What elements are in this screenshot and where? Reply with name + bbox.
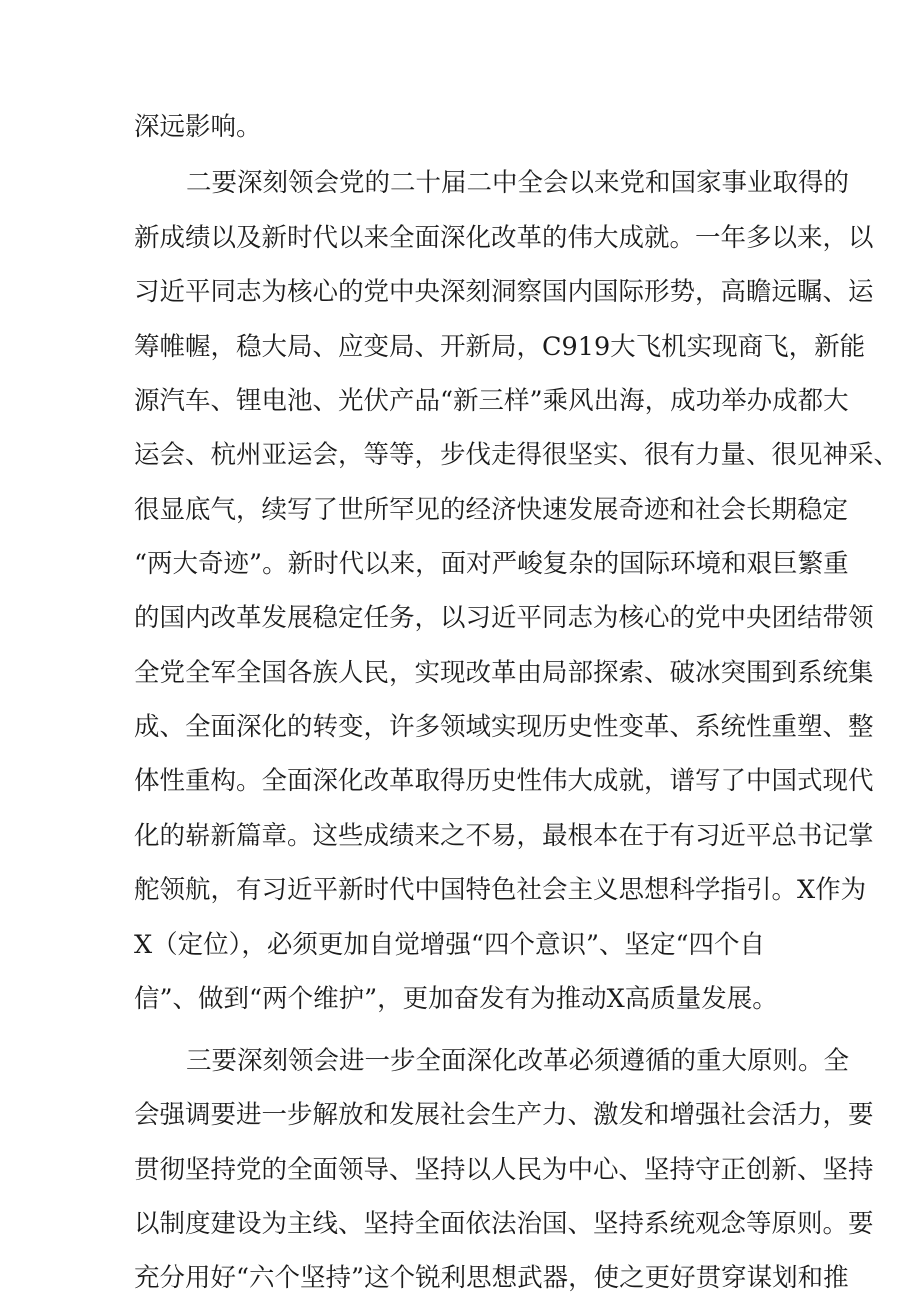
text-line-22: 充分用好“六个坚持”这个锐利思想武器，使之更好贯穿谋划和推 (134, 1263, 849, 1293)
text-line-14: 化的崭新篇章。这些成绩来之不易，最根本在于有习近平总书记掌 (134, 821, 874, 851)
text-line-18: 三要深刻领会进一步全面深化改革必须遵循的重大原则。全 (186, 1046, 850, 1076)
text-line-4: 习近平同志为核心的党中央深刻洞察国内国际形势，高瞻远瞩、运 (134, 277, 874, 307)
text-line-11: 全党全军全国各族人民，实现改革由局部探索、破冰突围到系统集 (134, 658, 874, 688)
text-line-5: 筹帷幄，稳大局、应变局、开新局，C919大飞机实现商飞，新能 (134, 332, 866, 362)
text-line-6: 源汽车、锂电池、光伏产品“新三样”乘风出海，成功举办成都大 (134, 386, 849, 416)
text-line-10: 的国内改革发展稳定任务，以习近平同志为核心的党中央团结带领 (134, 603, 874, 633)
text-line-7: 运会、杭州亚运会，等等，步伐走得很坚实、很有力量、很见神采、 (134, 440, 900, 470)
text-line-17: 信”、做到“两个维护”，更加奋发有为推动X高质量发展。 (134, 984, 778, 1014)
text-line-1: 深远影响。 (134, 112, 262, 142)
text-line-13: 体性重构。全面深化改革取得历史性伟大成就，谱写了中国式现代 (134, 766, 874, 796)
text-line-19: 会强调要进一步解放和发展社会生产力、激发和增强社会活力，要 (134, 1100, 874, 1130)
text-line-21: 以制度建设为主线、坚持全面依法治国、坚持系统观念等原则。要 (134, 1209, 874, 1239)
text-line-15: 舵领航，有习近平新时代中国特色社会主义思想科学指引。X作为 (134, 875, 867, 905)
text-line-12: 成、全面深化的转变，许多领域实现历史性变革、系统性重塑、整 (134, 712, 874, 742)
text-line-20: 贯彻坚持党的全面领导、坚持以人民为中心、坚持守正创新、坚持 (134, 1155, 874, 1185)
text-line-9: “两大奇迹”。新时代以来，面对严峻复杂的国际环境和艰巨繁重 (134, 549, 849, 579)
text-line-16: X（定位），必须更加自觉增强“四个意识”、坚定“四个自 (134, 930, 766, 960)
text-line-3: 新成绩以及新时代以来全面深化改革的伟大成就。一年多以来，以 (134, 223, 874, 253)
text-line-8: 很显底气，续写了世所罕见的经济快速发展奇迹和社会长期稳定 (134, 495, 849, 525)
text-line-2: 二要深刻领会党的二十届二中全会以来党和国家事业取得的 (186, 168, 850, 198)
